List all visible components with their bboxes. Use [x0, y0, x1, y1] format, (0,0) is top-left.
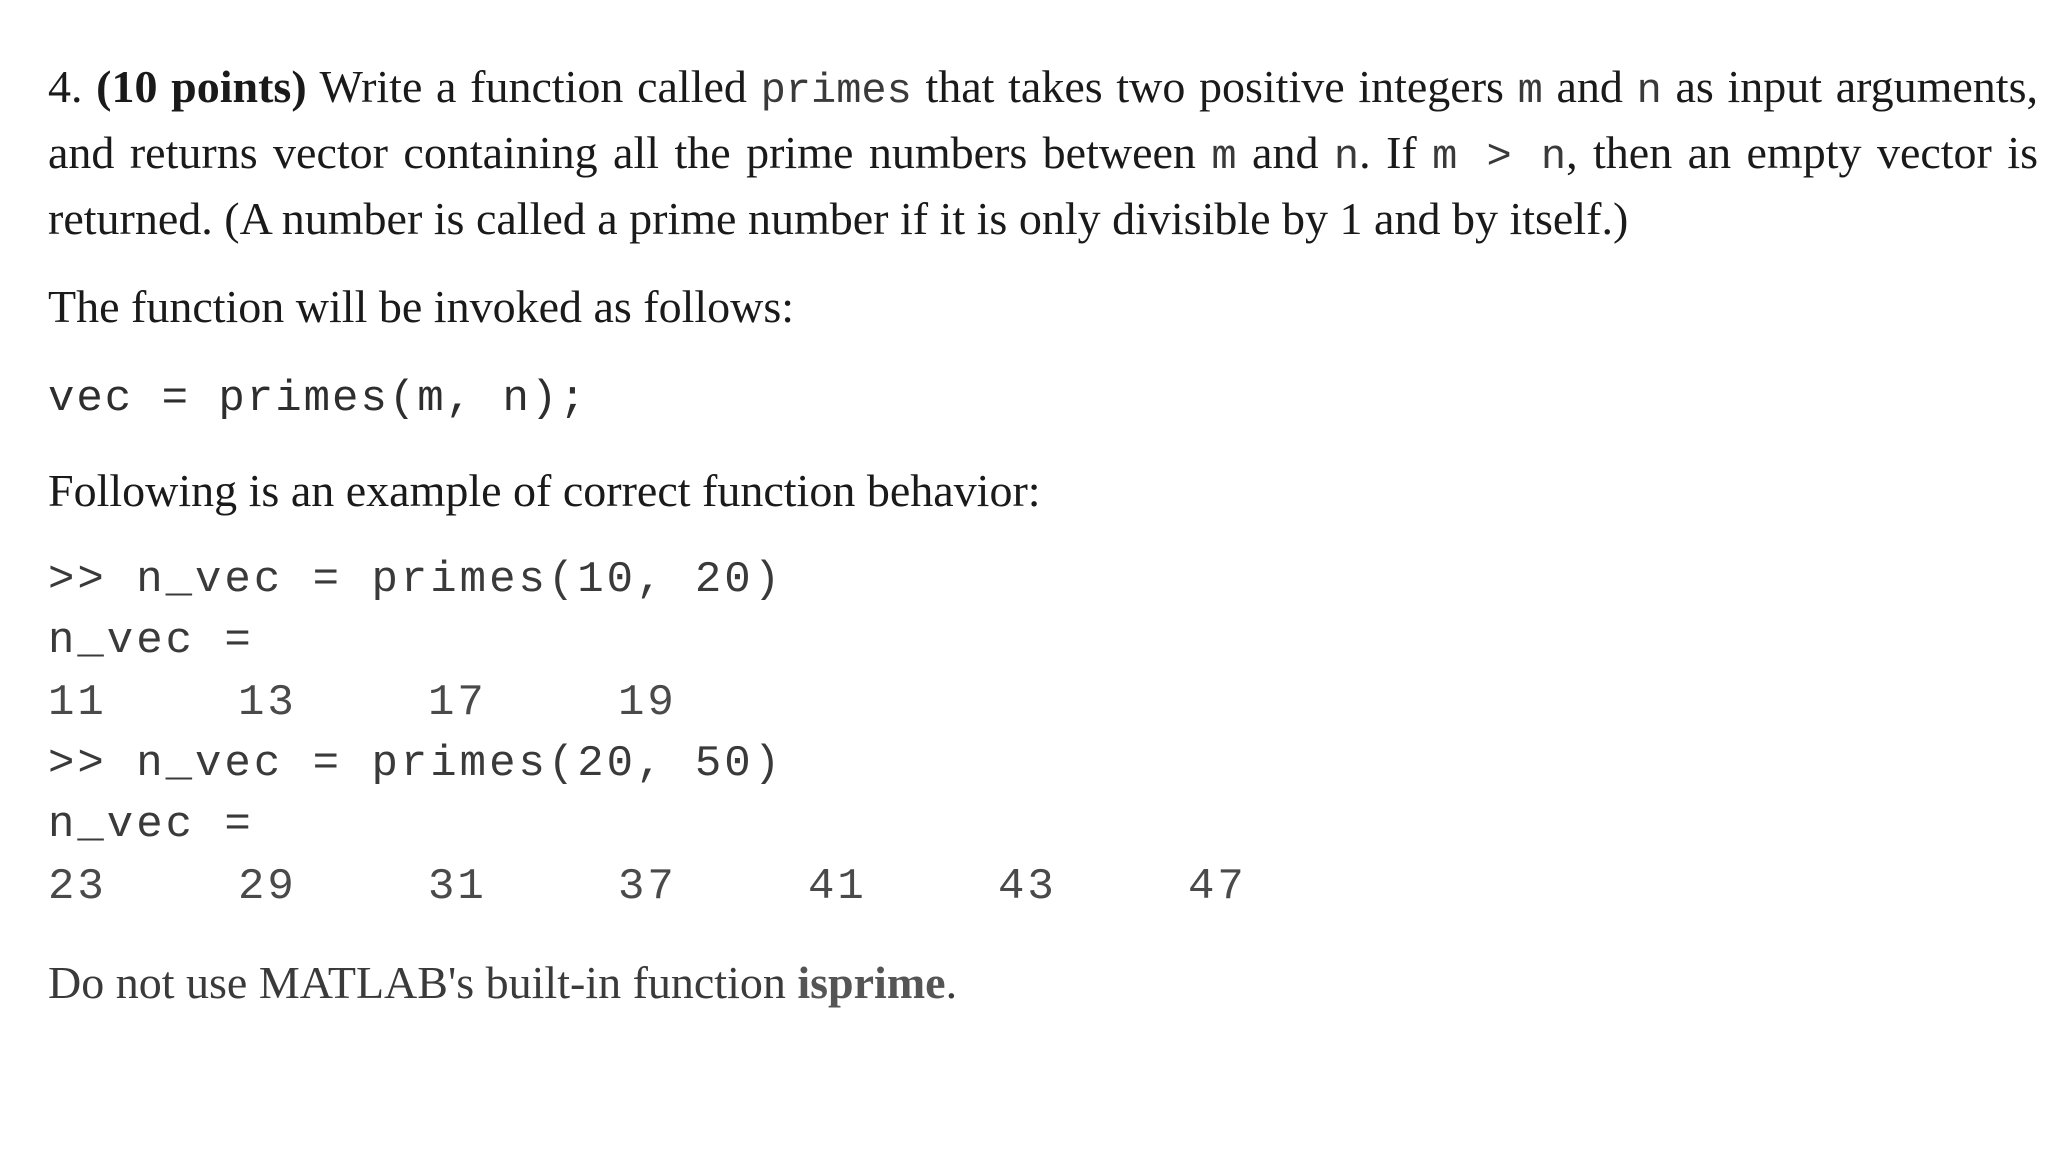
- example-2-values: [48, 856, 2038, 918]
- var-m-2: m: [1211, 133, 1237, 181]
- note-end: .: [945, 957, 958, 1008]
- var-n-2: n: [1333, 133, 1360, 181]
- value: 11: [48, 678, 107, 728]
- problem-text-2: that takes two positive integers: [911, 61, 1518, 112]
- value: 43: [998, 862, 1057, 912]
- restriction-note: [48, 952, 2038, 1014]
- var-m: m: [1517, 67, 1543, 115]
- invoke-code: vec = primes(m, n);: [48, 374, 588, 424]
- document-page: [48, 56, 2038, 1014]
- condition: m > n: [1432, 133, 1567, 181]
- value: 19: [618, 678, 677, 728]
- problem-text-7: , then an empty vector is returned. (A number is called a prime number if it is only divisible by 1 and by itself.): [48, 127, 2038, 244]
- problem-text-5: and: [1236, 127, 1334, 178]
- problem-number: 4.: [48, 61, 83, 112]
- example-1-values: [48, 672, 2038, 734]
- example-1-output-label: n_vec =: [48, 616, 254, 666]
- note-keyword: isprime: [797, 957, 946, 1008]
- problem-text-6: . If: [1359, 127, 1433, 178]
- problem-points: (10 points): [96, 61, 307, 112]
- value: 41: [808, 862, 867, 912]
- example-description: Following is an example of correct function behavior:: [48, 465, 1041, 516]
- value: 31: [428, 862, 487, 912]
- example-1-command: >> n_vec = primes(10, 20): [48, 555, 784, 605]
- problem-text-3: and: [1542, 61, 1637, 112]
- example-2-command: >> n_vec = primes(20, 50): [48, 739, 784, 789]
- var-n: n: [1636, 67, 1662, 115]
- example-2-output-label: n_vec =: [48, 800, 254, 850]
- value: 37: [618, 862, 677, 912]
- problem-statement: [48, 56, 2038, 250]
- problem-text-1: Write a function called: [306, 61, 761, 112]
- value: 13: [238, 678, 297, 728]
- example-terminal: [48, 550, 2038, 918]
- function-name: primes: [760, 67, 912, 115]
- value: 29: [238, 862, 297, 912]
- value: 17: [428, 678, 487, 728]
- value: 47: [1188, 862, 1247, 912]
- note-text: Do not use MATLAB's built-in function: [48, 957, 798, 1008]
- value: 23: [48, 862, 107, 912]
- invoke-description: The function will be invoked as follows:: [48, 281, 795, 332]
- problem-text-4: as input arguments, and returns vector containing all the prime numbers between: [48, 61, 2038, 178]
